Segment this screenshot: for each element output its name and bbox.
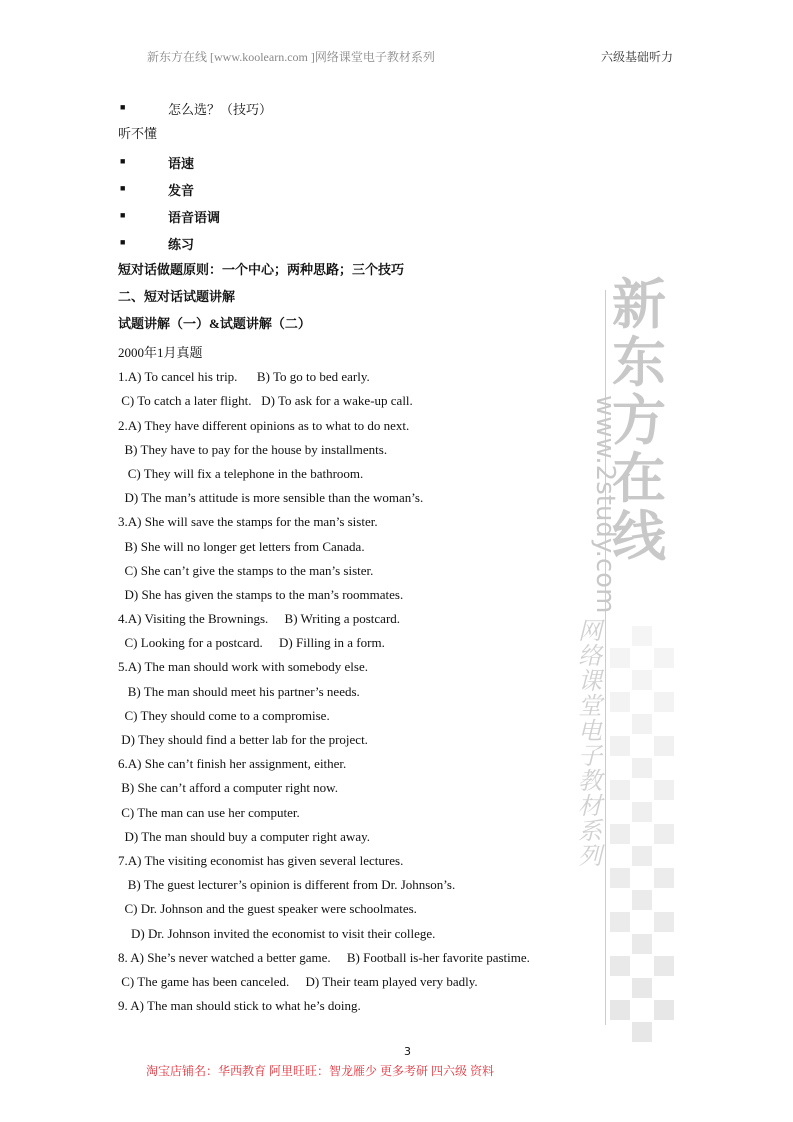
checker-square: [610, 780, 630, 800]
checker-square: [654, 1000, 674, 1020]
bullet-icon: ■: [120, 102, 126, 112]
bold-heading: 试题讲解（一）&试题讲解（二）: [118, 316, 311, 331]
checker-square: [654, 956, 674, 976]
text-line: C) Looking for a postcard. D) Filling in a form.: [118, 635, 385, 651]
checker-square: [654, 692, 674, 712]
bullet-text: 语音语调: [168, 210, 221, 225]
text-line: C) To catch a later flight. D) To ask for a wake-up call.: [118, 393, 413, 409]
checker-square: [632, 978, 652, 998]
bullet-text: 练习: [168, 237, 195, 252]
text-line: 3.A) She will save the stamps for the man’s sister.: [118, 514, 378, 530]
bold-heading: 短对话做题原则：一个中心；两种思路；三个技巧: [118, 262, 405, 277]
bullet-icon: ■: [120, 237, 126, 247]
watermark-series: 网络课堂电子教材系列: [578, 619, 602, 870]
text-line: B) They have to pay for the house by installments.: [118, 441, 388, 457]
checker-square: [610, 912, 630, 932]
bullet-icon: ■: [120, 156, 126, 166]
text-line: D) Dr. Johnson invited the economist to visit their college.: [118, 925, 436, 941]
text-line: 9. A) The man should stick to what he’s doing.: [118, 998, 361, 1014]
checker-square: [610, 868, 630, 888]
checker-square: [632, 714, 652, 734]
text-line: 2.A) They have different opinions as to what to do next.: [118, 417, 410, 433]
bullet-text: 语速: [168, 156, 195, 171]
checker-square: [654, 736, 674, 756]
page-number: 3: [404, 1045, 411, 1058]
text-line: 7.A) The visiting economist has given several lectures.: [118, 852, 404, 868]
text-line: B) She will no longer get letters from Canada.: [118, 538, 365, 554]
text-line: C) She can’t give the stamps to the man’s sister.: [118, 562, 374, 578]
bullet-text: 怎么选？（技巧）: [168, 102, 273, 117]
text-line: 8. A) She’s never watched a better game. B) Football is-her favorite pastime.: [118, 949, 530, 965]
checker-square: [610, 736, 630, 756]
header-left: 新东方在线 [www.koolearn.com ]网络课堂电子教材系列: [147, 50, 435, 64]
bullet-text: 发音: [168, 183, 195, 198]
checker-square: [610, 824, 630, 844]
text-line: 4.A) Visiting the Brownings. B) Writing a postcard.: [118, 611, 401, 627]
text-line: C) The man can use her computer.: [118, 804, 300, 820]
checker-square: [654, 868, 674, 888]
checker-square: [632, 1022, 652, 1042]
text-line: 6.A) She can’t finish her assignment, either.: [118, 756, 347, 772]
checker-square: [632, 626, 652, 646]
bold-heading: 二、短对话试题讲解: [118, 289, 236, 304]
bullet-icon: ■: [120, 210, 126, 220]
text-line: 2000年1月真题: [118, 345, 203, 360]
checker-square: [654, 648, 674, 668]
text-line: 1.A) To cancel his trip. B) To go to bed early.: [118, 369, 370, 385]
text-line: 5.A) The man should work with somebody else.: [118, 659, 368, 675]
text-line: D) She has given the stamps to the man’s roommates.: [118, 586, 404, 602]
text-line: C) They should come to a compromise.: [118, 707, 330, 723]
text-line: D) The man’s attitude is more sensible than the woman’s.: [118, 490, 424, 506]
text-line: C) The game has been canceled. D) Their team played very badly.: [118, 973, 478, 989]
checker-square: [654, 912, 674, 932]
text-line: D) They should find a better lab for the project.: [118, 732, 368, 748]
text-line: B) The guest lecturer’s opinion is different from Dr. Johnson’s.: [118, 877, 456, 893]
checker-square: [632, 670, 652, 690]
checker-square: [632, 934, 652, 954]
bullet-icon: ■: [120, 183, 126, 193]
checker-square: [610, 1000, 630, 1020]
text-line: B) She can’t afford a computer right now.: [118, 780, 338, 796]
checker-square: [632, 758, 652, 778]
checker-square: [610, 956, 630, 976]
section-label: 听不懂: [118, 126, 158, 141]
checker-square: [632, 890, 652, 910]
checker-square: [632, 802, 652, 822]
checker-square: [654, 824, 674, 844]
text-line: C) They will fix a telephone in the bathroom.: [118, 465, 364, 481]
watermark-site: www.2study.com: [590, 395, 620, 614]
watermark-brand: 新东方在线: [612, 272, 666, 568]
header-right: 六级基础听力: [600, 50, 673, 64]
checker-square: [654, 780, 674, 800]
text-line: D) The man should buy a computer right away.: [118, 828, 370, 844]
footer-note: 淘宝店铺名：华西教育 阿里旺旺：智龙雁少 更多考研 四六级 资料: [146, 1064, 495, 1078]
checker-square: [610, 692, 630, 712]
checker-square: [632, 846, 652, 866]
text-line: B) The man should meet his partner’s needs.: [118, 683, 360, 699]
checker-square: [610, 648, 630, 668]
text-line: C) Dr. Johnson and the guest speaker were schoolmates.: [118, 901, 417, 917]
